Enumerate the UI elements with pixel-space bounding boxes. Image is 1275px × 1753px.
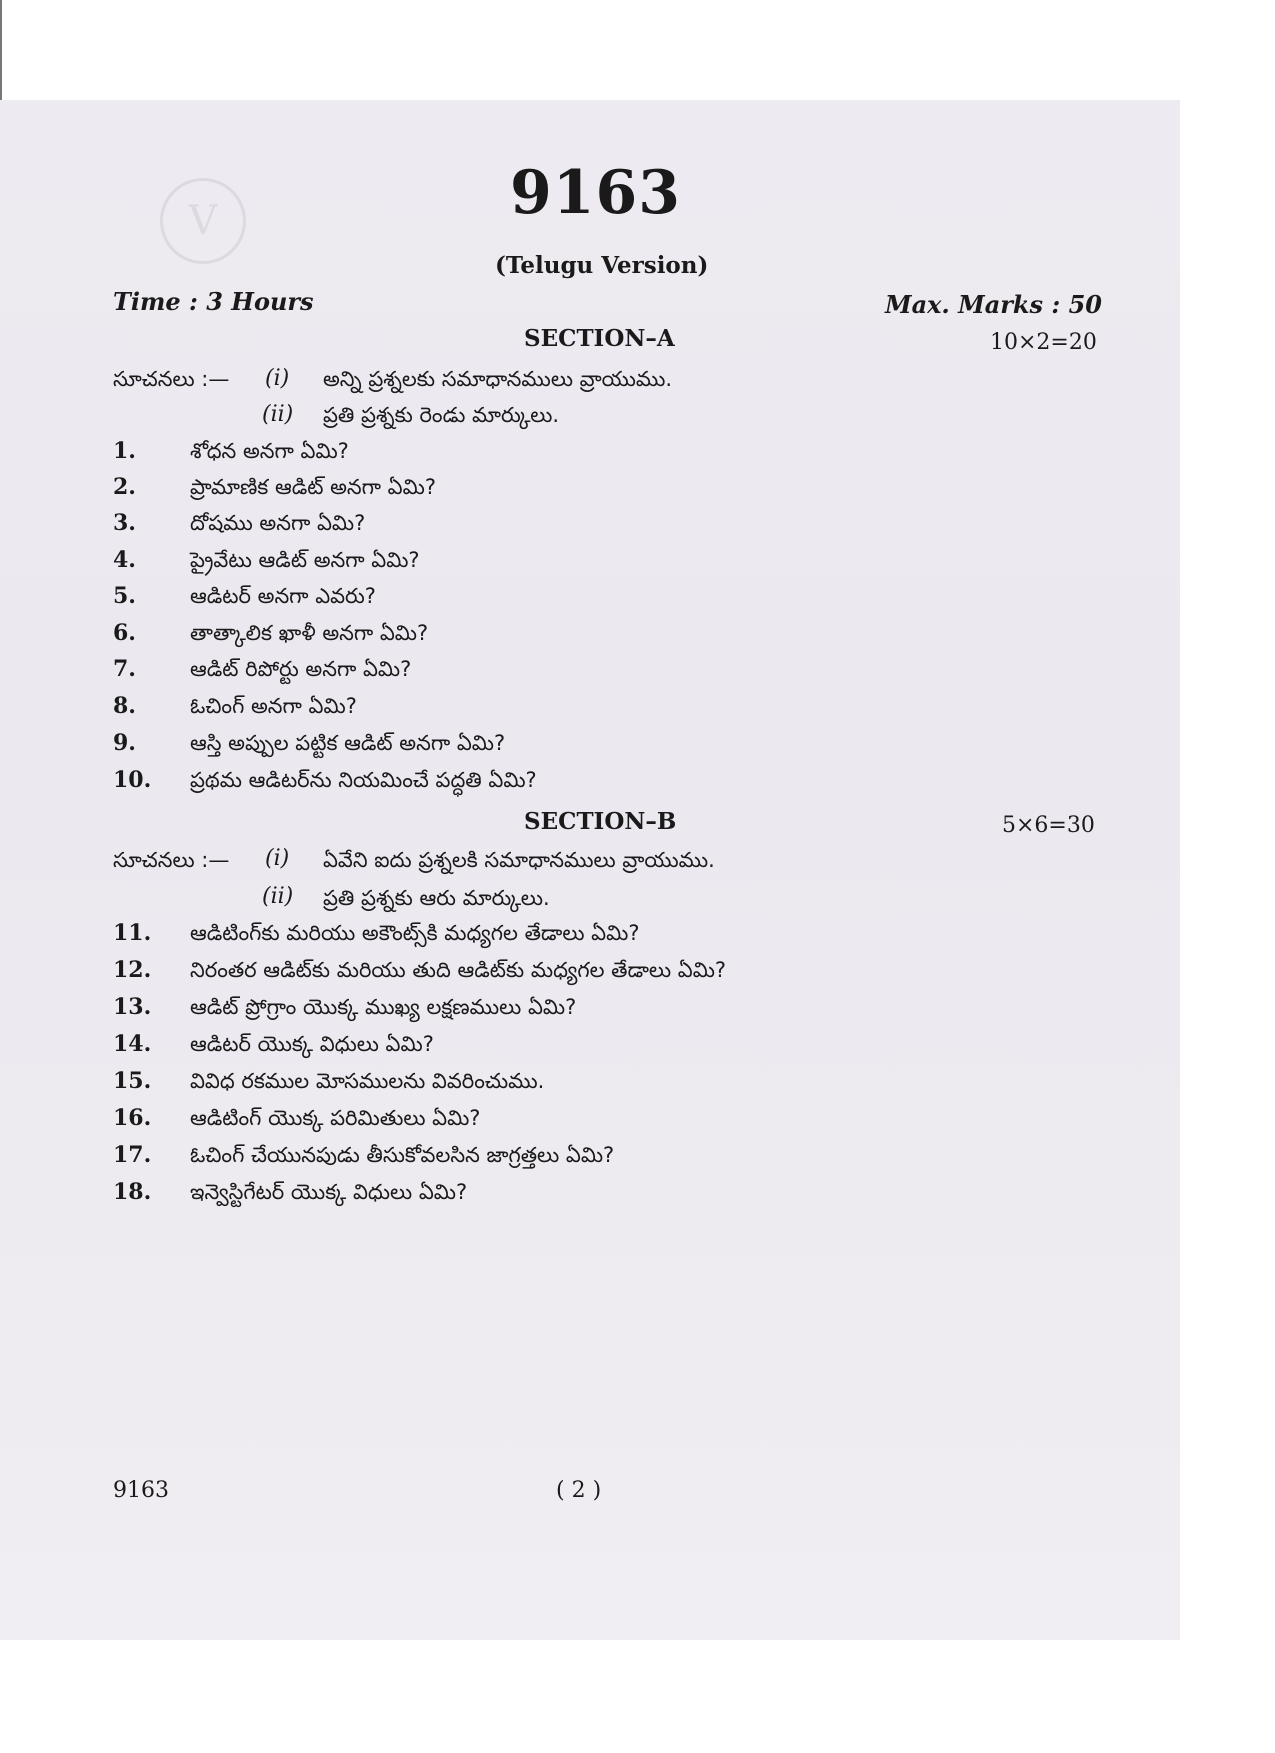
instruction-number: (ii) <box>262 402 294 427</box>
scan-margin-bottom <box>0 1640 1275 1753</box>
question-number: 7. <box>113 656 136 682</box>
instruction-number: (i) <box>265 366 290 391</box>
paper-code: 9163 <box>510 158 681 228</box>
section-b-title: SECTION–B <box>524 808 677 835</box>
scan-edge-line <box>0 0 2 100</box>
question-text: నిరంతర ఆడిట్‌కు మరియు తుది ఆడిట్‌కు మధ్యగల తేడాలు ఏమి? <box>190 958 727 982</box>
question-number: 15. <box>113 1068 152 1094</box>
instruction-text: ప్రతి ప్రశ్నకు రెండు మార్కులు. <box>323 403 560 427</box>
section-a-marks: 10×2=20 <box>990 330 1097 355</box>
max-marks: Max. Marks : 50 <box>885 290 1103 319</box>
question-text: దోషము అనగా ఏమి? <box>190 511 366 535</box>
question-text: ఓచింగ్ అనగా ఏమి? <box>190 694 357 718</box>
footer-paper-code: 9163 <box>113 1478 169 1503</box>
question-text: ఆడిటర్ యొక్క విధులు ఏమి? <box>190 1032 434 1056</box>
question-number: 13. <box>113 994 152 1020</box>
faint-stamp-mark: V <box>160 178 246 264</box>
question-text: ఓచింగ్ చేయునపుడు తీసుకోవలసిన జాగ్రత్తలు ఏమి? <box>190 1143 615 1167</box>
question-text: ఆడిట్ ప్రోగ్రాం యొక్క ముఖ్య లక్షణములు ఏమి? <box>190 995 577 1019</box>
section-a-note-label: సూచనలు :— <box>113 367 230 391</box>
question-text: ఆడిట్ రిపోర్టు అనగా ఏమి? <box>190 657 412 681</box>
question-text: శోధన అనగా ఏమి? <box>190 439 349 463</box>
question-text: ప్రామాణిక ఆడిట్ అనగా ఏమి? <box>190 475 436 499</box>
instruction-text: ఏవేని ఐదు ప్రశ్నలకి సమాధానములు వ్రాయుము. <box>323 848 715 872</box>
question-number: 1. <box>113 438 136 464</box>
question-text: వివిధ రకముల మోసములను వివరించుము. <box>190 1069 545 1093</box>
question-text: ఆడిటింగ్‌కు మరియు అకౌంట్స్‌కి మధ్యగల తేడాలు ఏమి? <box>190 921 640 945</box>
section-b-note-label: సూచనలు :— <box>113 848 230 872</box>
instruction-number: (ii) <box>262 884 294 909</box>
question-number: 16. <box>113 1105 152 1131</box>
question-text: తాత్కాలిక ఖాళీ అనగా ఏమి? <box>190 621 429 645</box>
question-number: 12. <box>113 957 152 983</box>
question-number: 17. <box>113 1142 152 1168</box>
scan-margin-top <box>0 0 1275 100</box>
question-text: ఇన్వెస్టిగేటర్ యొక్క విధులు ఏమి? <box>190 1180 468 1204</box>
question-text: ప్రైవేటు ఆడిట్ అనగా ఏమి? <box>190 548 420 572</box>
page-number: ( 2 ) <box>556 1478 602 1503</box>
instruction-number: (i) <box>265 846 290 871</box>
section-b-marks: 5×6=30 <box>1002 813 1095 838</box>
time-allowed: Time : 3 Hours <box>113 287 314 316</box>
question-text: ఆడిటర్ అనగా ఎవరు? <box>190 584 376 608</box>
question-number: 10. <box>113 767 152 793</box>
question-number: 14. <box>113 1031 152 1057</box>
question-number: 18. <box>113 1179 152 1205</box>
question-text: ప్రథమ ఆడిటర్‌ను నియమించే పద్ధతి ఏమి? <box>190 768 537 792</box>
question-text: ఆడిటింగ్ యొక్క పరిమితులు ఏమి? <box>190 1106 481 1130</box>
question-number: 3. <box>113 510 136 536</box>
question-number: 6. <box>113 620 136 646</box>
question-number: 5. <box>113 583 136 609</box>
instruction-text: ప్రతి ప్రశ్నకు ఆరు మార్కులు. <box>323 886 550 910</box>
question-number: 2. <box>113 474 136 500</box>
section-a-title: SECTION–A <box>524 325 675 352</box>
instruction-text: అన్ని ప్రశ్నలకు సమాధానములు వ్రాయుము. <box>323 367 673 391</box>
question-number: 4. <box>113 547 136 573</box>
question-text: ఆస్తి అప్పుల పట్టిక ఆడిట్ అనగా ఏమి? <box>190 731 506 755</box>
question-number: 9. <box>113 730 136 756</box>
question-number: 8. <box>113 693 136 719</box>
version-label: (Telugu Version) <box>495 252 709 279</box>
question-number: 11. <box>113 920 152 946</box>
